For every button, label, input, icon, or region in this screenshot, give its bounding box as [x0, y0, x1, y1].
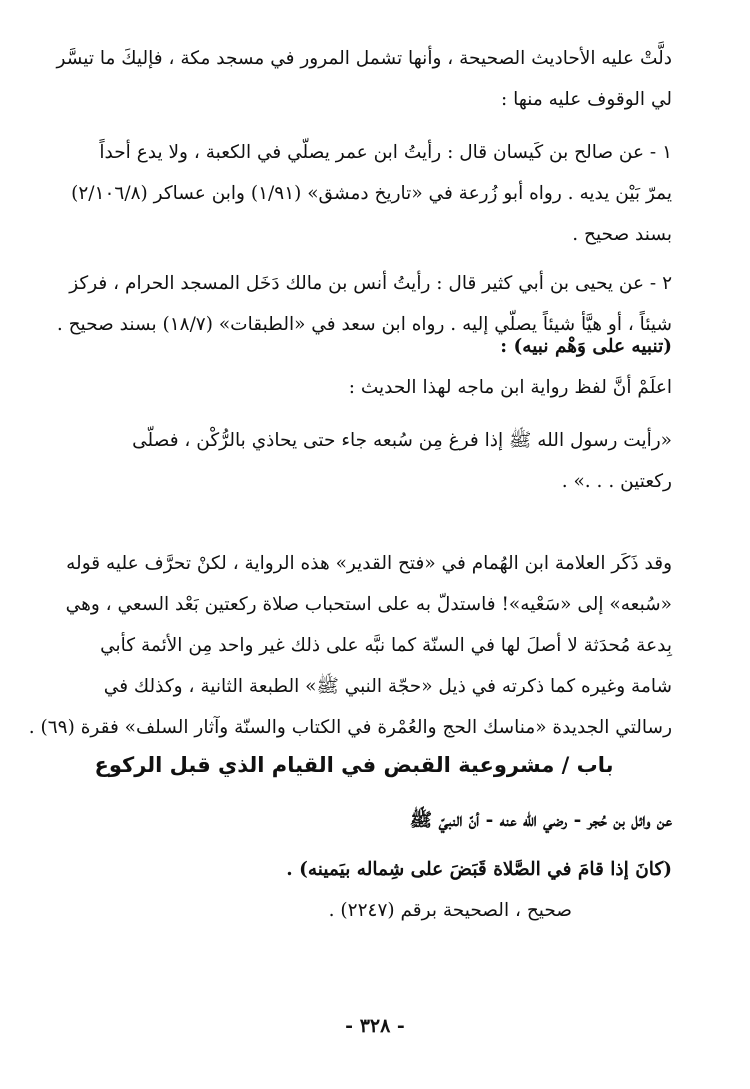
- text-line: بِدعة مُحدَثة لا أصلَ لها في السنّة كما نبَّه على ذلك غير واحد مِن الأئمة كأبي: [100, 635, 672, 656]
- hadith-text: (كانَ إذا قامَ في الصَّلاة قَبَضَ على شِماله بيَمينه) .: [286, 859, 672, 880]
- text-line: «سُبعه» إلى «سَعْيه»! فاستدلّ به على استحباب صلاة ركعتين بَعْد السعي ، وهي: [65, 594, 672, 615]
- text-line: لي الوقوف عليه منها :: [500, 89, 672, 110]
- page-number: - ٣٢٨ -: [345, 1015, 405, 1037]
- text-line: شيئاً ، أو هيَّأ شيئاً يصلّي إليه . رواه ابن سعد في «الطبقات» (١٨/٧) بسند صحيح .: [56, 314, 672, 335]
- text-line: وقد ذَكَر العلامة ابن الهُمام في «فتح القدير» هذه الرواية ، لكنْ تحرَّف عليه قوله: [66, 553, 672, 574]
- narration-item-1: [36, 132, 672, 255]
- hadith-grading: صحيح ، الصحيحة برقم (٢٢٤٧) .: [328, 900, 572, 921]
- text-line: يمرّ بَيْن يديه . رواه أبو زُرعة في «تاريخ دمشق» (١/٩١) وابن عساكر (٢/١٠٦/٨): [71, 183, 672, 204]
- text-line: دلَّتْ عليه الأحاديث الصحيحة ، وأنها تشمل المرور في مسجد مكة ، فإليكَ ما تيسَّر: [56, 48, 672, 69]
- quote-line: ركعتين . . .» .: [561, 471, 672, 492]
- text-line: ٢ - عن يحيى بن أبي كثير قال : رأيتُ أنس بن مالك دَخَل المسجد الحرام ، فركز: [69, 273, 672, 294]
- intro-paragraph: [36, 38, 672, 120]
- notice-title: (تنبيه على وَهْم نبيه) :: [500, 336, 672, 357]
- text-line: بسند صحيح .: [572, 224, 672, 245]
- quote-line: «رأيت رسول الله ﷺ إذا فرغ مِن سُبعه جاء حتى يحاذي بالرُّكْن ، فصلّى: [132, 430, 672, 451]
- text-line: ١ - عن صالح بن كَيسان قال : رأيتُ ابن عمر يصلّي في الكعبة ، ولا يدع أحداً: [99, 142, 672, 163]
- text-line: اعلَمْ أنَّ لفظ رواية ابن ماجه لهذا الحديث :: [348, 377, 672, 398]
- notice-section: [36, 326, 672, 502]
- hadith-section: [36, 800, 672, 931]
- text-line: رسالتي الجديدة «مناسك الحج والعُمْرة في الكتاب والسنّة وآثار السلف» فقرة (٦٩) .: [28, 717, 672, 738]
- hadith-narrator-line: عن وائل بن حُجر - رضي الله عنه - أنّ النبيّ ﷺ: [409, 810, 672, 831]
- chapter-heading: باب / مشروعية القبض في القيام الذي قبل الركوع: [94, 753, 614, 777]
- text-line: شامة وغيره كما ذكرته في ذيل «حجّة النبي ﷺ» الطبعة الثانية ، وكذلك في: [103, 676, 672, 697]
- discussion-paragraph: [28, 543, 672, 748]
